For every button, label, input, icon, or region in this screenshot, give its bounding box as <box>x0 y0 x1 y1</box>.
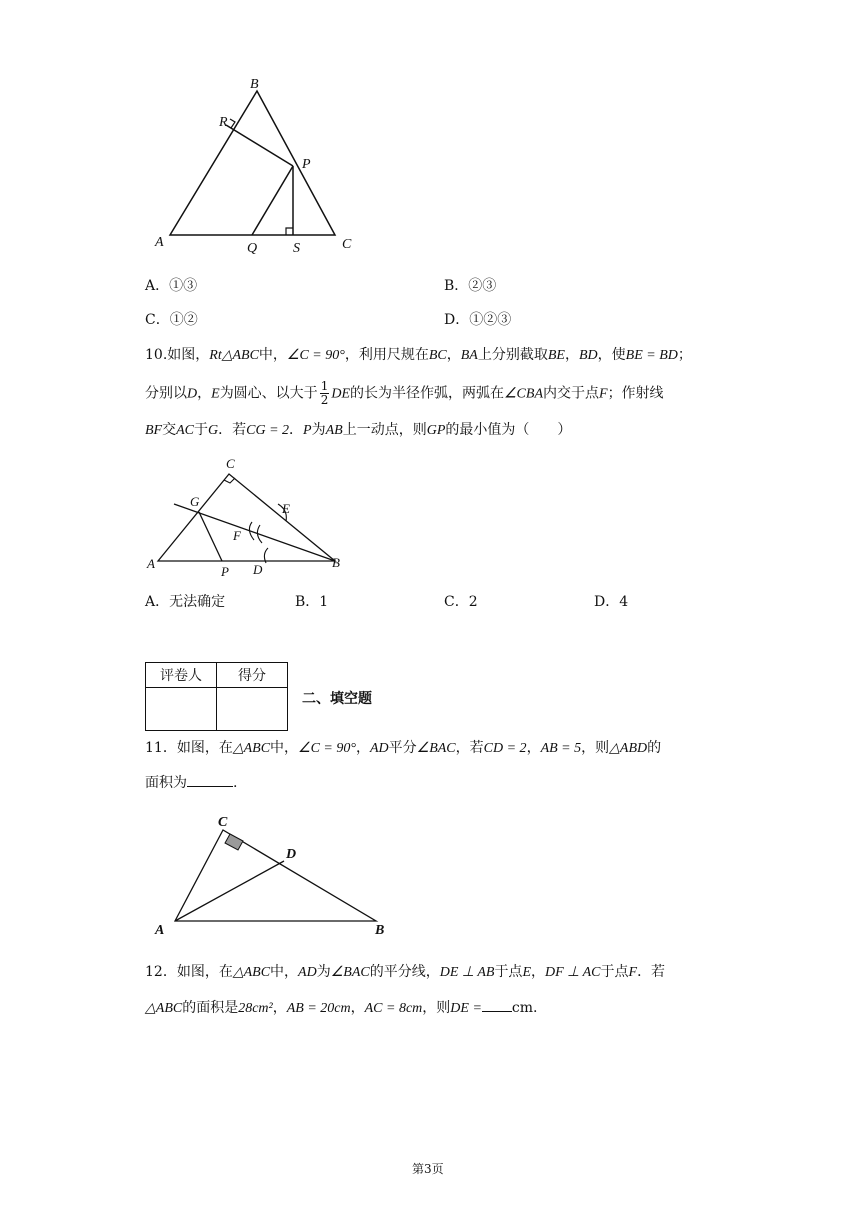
q9-option-c: C．①② <box>145 312 198 328</box>
fig10-label-P: P <box>221 564 229 579</box>
q10-option-c: C．2 <box>444 594 478 610</box>
fig10-label-A: A <box>147 556 155 571</box>
fig11-label-D: D <box>286 847 297 862</box>
fig9-label-B: B <box>250 77 259 92</box>
fig11-label-A: A <box>155 923 165 938</box>
q11-answer-blank <box>187 786 233 787</box>
fig10-label-F: F <box>233 528 241 543</box>
q10-option-d: D．4 <box>594 594 629 610</box>
q12-answer-blank <box>482 1011 512 1012</box>
q11-line-2: 面积为 . <box>145 775 238 791</box>
fig10-label-E: E <box>282 501 290 516</box>
section-title-fill-in: 二、填空题 <box>302 691 372 707</box>
page-number: 第3页 <box>412 1162 444 1176</box>
figure-q11-triangle <box>148 810 398 940</box>
q9-option-a: A．①③ <box>145 278 198 294</box>
score-table <box>145 662 288 731</box>
fig11-label-C: C <box>218 815 228 830</box>
q12-line-2: △ABC的面积是28cm²，AB = 20cm，AC = 8cm，则DE = cm. <box>145 1000 538 1016</box>
fig10-label-D: D <box>253 562 263 577</box>
fraction-one-half: $\frac{1}{2}$ <box>320 379 329 407</box>
q9-option-d: D．①②③ <box>444 312 512 328</box>
q11-line-1: 11．如图，在△ABC中，∠C = 90°，AD平分∠BAC，若CD = 2，AB = 5，则△ABD的 <box>145 740 662 756</box>
score-table-cell-score <box>217 688 288 731</box>
score-table-header-grader: 评卷人 <box>146 663 217 688</box>
figure-q9-triangle <box>140 70 380 260</box>
figure-q10-construction <box>140 450 360 580</box>
fig9-label-S: S <box>293 241 300 256</box>
fig9-label-A: A <box>155 235 164 250</box>
score-table-cell-grader <box>146 688 217 731</box>
fig9-label-Q: Q <box>247 241 258 256</box>
q10-line-2: 分别以D，E为圆心、以大于 $\frac{1}{2}$ DE的长为半径作弧，两弧在∠CBA内交于点F；作射线 <box>145 379 664 407</box>
fig11-label-B: B <box>375 923 385 938</box>
q10-line-1: 10.如图，Rt△ABC中，∠C = 90°，利用尺规在BC，BA上分别截取BE，BD，使BE = BD； <box>145 347 692 363</box>
q9-option-b: B．②③ <box>444 278 497 294</box>
q10-option-b: B．1 <box>295 594 329 610</box>
q12-line-1: 12．如图，在△ABC中，AD为∠BAC的平分线，DE ⊥ AB于点E，DF ⊥ AC于点F．若 <box>145 964 666 980</box>
fig9-label-C: C <box>342 237 352 252</box>
fig9-label-R: R <box>219 115 228 130</box>
fig9-label-P: P <box>302 157 311 172</box>
fig10-label-C: C <box>226 456 235 471</box>
fig10-label-B: B <box>332 555 340 570</box>
fig10-label-G: G <box>190 494 200 509</box>
q10-option-a: A．无法确定 <box>145 594 226 610</box>
score-table-header-score: 得分 <box>217 663 288 688</box>
q10-line-3: BF交AC于G．若CG = 2．P为AB上一动点，则GP的最小值为（ ） <box>145 422 572 438</box>
